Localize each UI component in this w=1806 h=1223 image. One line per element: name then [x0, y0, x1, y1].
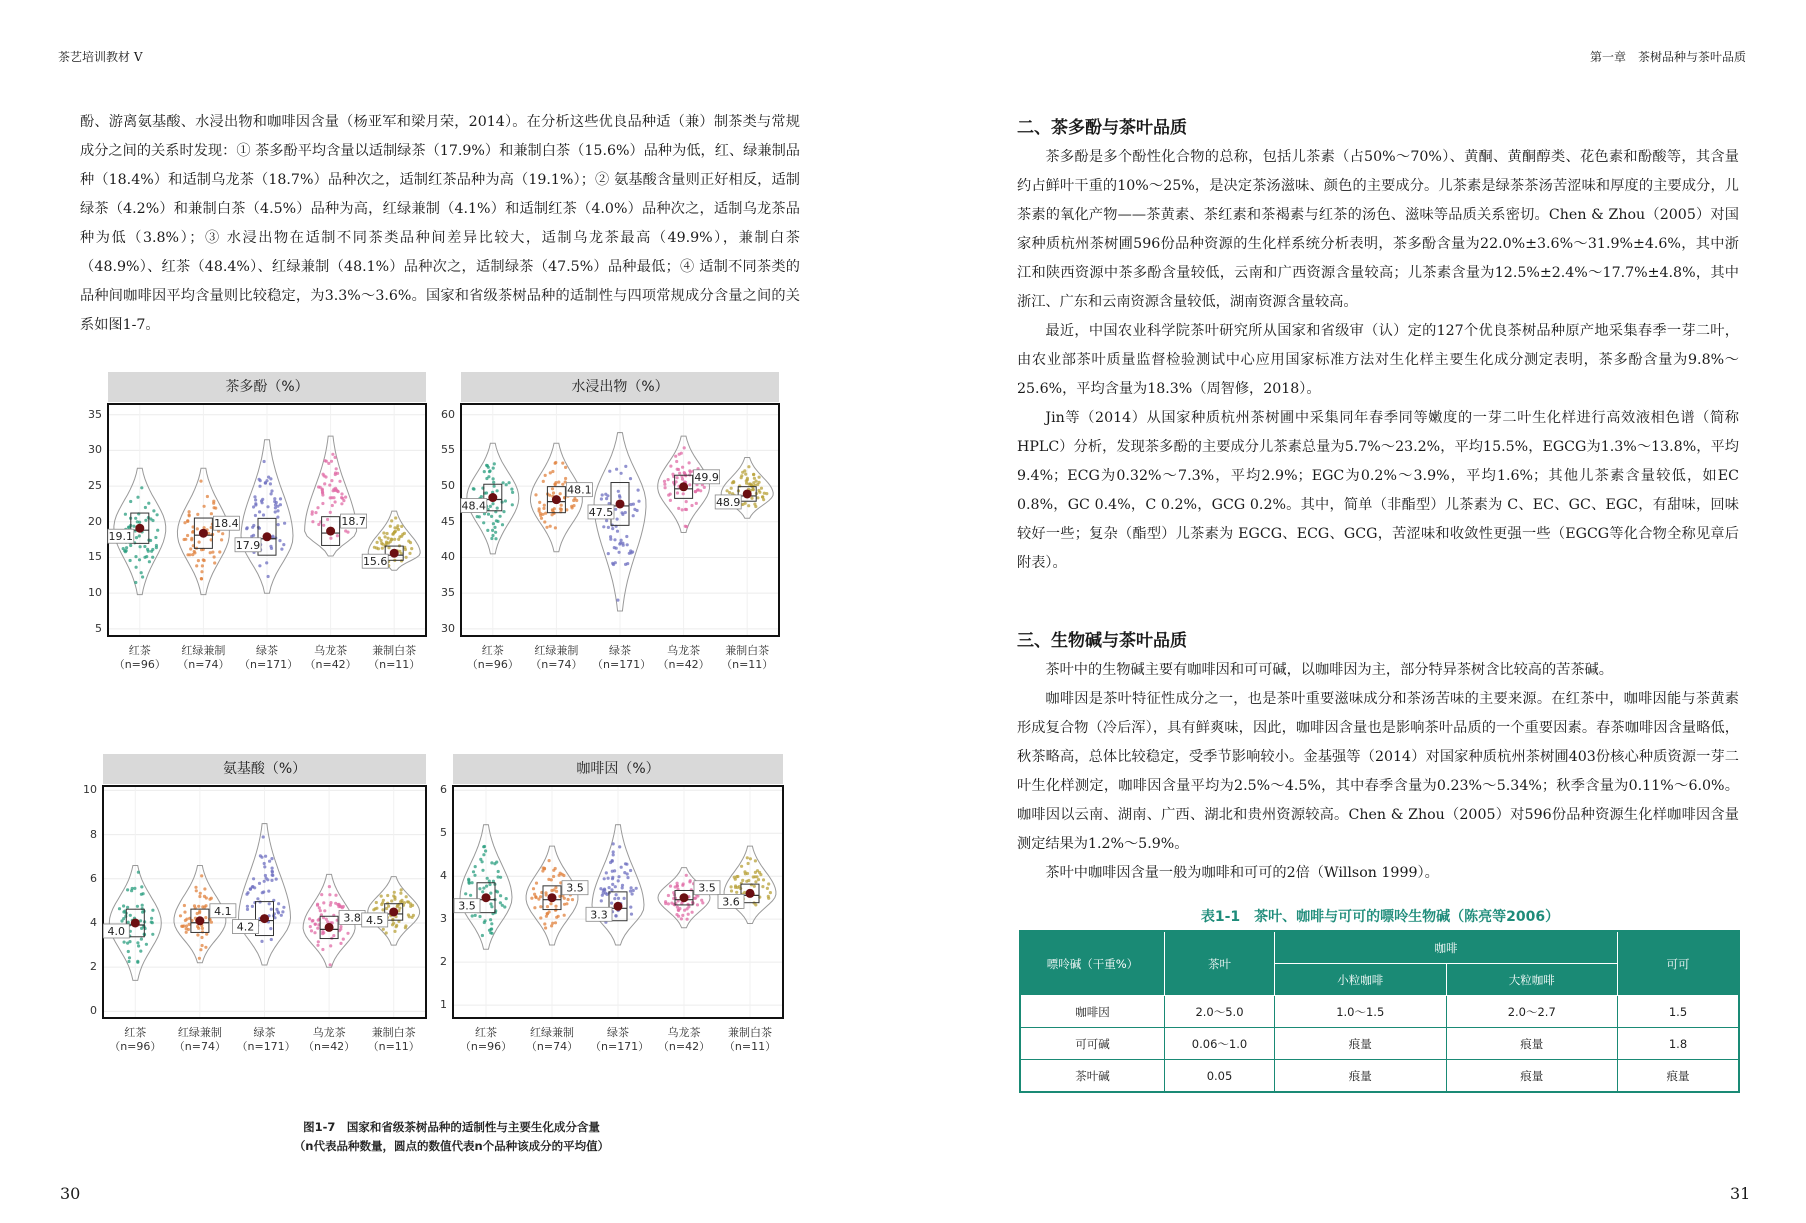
- category-name: 红绿兼制: [530, 1026, 574, 1039]
- mean-label: 19.1: [108, 530, 134, 544]
- header-purine: 嘌呤碱（干重%）: [1020, 931, 1165, 996]
- mean-label: 3.6: [722, 895, 740, 909]
- header-small-coffee: 小粒咖啡: [1275, 964, 1447, 996]
- y-tick-label: 15: [88, 550, 102, 564]
- y-tick-label: 30: [441, 621, 455, 635]
- purine-alkaloid-table: [1019, 930, 1740, 1093]
- category-name: 兼制白茶: [372, 644, 417, 657]
- figure-caption-line-2: （n代表品种数量，圆点的数值代表n个品种该成分的平均值）: [293, 1139, 610, 1153]
- table-cell: 可可碱: [1020, 1028, 1165, 1060]
- y-tick-label: 35: [441, 586, 455, 600]
- table-cell: 痕量: [1275, 1028, 1447, 1060]
- y-tick-label: 10: [88, 586, 102, 600]
- mean-label: 49.9: [694, 470, 719, 484]
- y-tick-label: 30: [88, 443, 102, 457]
- y-tick-label: 5: [95, 621, 102, 635]
- category-name: 乌龙茶: [312, 1026, 346, 1039]
- y-tick-label: 40: [441, 550, 455, 564]
- mean-label: 47.5: [588, 505, 614, 519]
- table-cell: 1.8: [1618, 1028, 1740, 1060]
- mean-label: 4.0: [107, 924, 126, 938]
- table-cell: 痕量: [1618, 1060, 1740, 1093]
- mean-label: 15.6: [362, 555, 388, 569]
- table-cell: 2.0～5.0: [1165, 996, 1275, 1028]
- category-count: （n=171）: [236, 1040, 296, 1053]
- category-name: 兼制白茶: [728, 1026, 772, 1039]
- y-tick-label: 55: [441, 443, 455, 457]
- y-tick-label: 5: [440, 826, 447, 840]
- mean-label: 4.1: [214, 904, 232, 918]
- y-tick-label: 20: [88, 514, 102, 528]
- mean-label: 3.8: [343, 911, 361, 925]
- y-tick-label: 4: [440, 869, 447, 883]
- category-count: （n=11）: [367, 1040, 420, 1053]
- page-number-right: 31: [1730, 1184, 1751, 1203]
- y-tick-label: 4: [90, 915, 97, 929]
- table-cell: 茶叶碱: [1020, 1060, 1165, 1093]
- table-cell: 痕量: [1446, 1060, 1618, 1093]
- section3-body: [1017, 656, 1739, 888]
- table-cell: 痕量: [1275, 1060, 1447, 1093]
- category-name: 红茶: [481, 644, 504, 657]
- header-large-coffee: 大粒咖啡: [1446, 964, 1618, 996]
- running-header-left: 茶艺培训教材 Ⅴ: [58, 50, 143, 64]
- category-count: （n=74）: [525, 1040, 579, 1053]
- y-tick-label: 2: [440, 955, 447, 969]
- category-name: 乌龙茶: [667, 644, 701, 657]
- category-name: 红绿兼制: [177, 1026, 222, 1039]
- mean-label: 4.5: [365, 913, 384, 927]
- running-header-right: 第一章 茶树品种与茶叶品质: [1590, 50, 1747, 64]
- mean-label: 3.3: [590, 908, 608, 922]
- table-row: [1020, 1060, 1739, 1093]
- section3-paragraph-2: 咖啡因是茶叶特征性成分之一，也是茶叶重要滋味成分和茶汤苦味的主要来源。在红茶中，咖啡因能与茶黄素形成复合物（冷后浑），具有鲜爽味，因此，咖啡因含量也是影响茶叶品质的一个重要因素。春茶咖啡因含量略低，秋茶略高，总体比较稳定，受季节影响较小。金基强等（2014）对国家种质杭州茶树圃403份核心种质资源一芽二叶生化样测定，咖啡因含量平均为2.5%～4.5%，其中春季含量为0.23%～5.34%；秋季含量为0.11%～6.0%。咖啡因以云南、湖南、广西、湖北和贵州资源较高。Chen & Zhou（2005）对596份品种资源生化样咖啡因含量测定结果为1.2%～5.9%。: [1017, 691, 1739, 852]
- y-tick-label: 0: [90, 1004, 97, 1018]
- y-tick-label: 3: [440, 912, 447, 926]
- mean-label: 3.5: [698, 881, 716, 895]
- page-number-left: 30: [60, 1184, 81, 1203]
- category-count: （n=171）: [592, 658, 652, 671]
- category-name: 红茶: [124, 1026, 147, 1039]
- category-count: （n=96）: [466, 658, 519, 671]
- category-count: （n=74）: [530, 658, 583, 671]
- mean-label: 3.5: [566, 881, 584, 895]
- y-tick-label: 10: [83, 783, 97, 797]
- table-cell: 痕量: [1446, 1028, 1618, 1060]
- table-cell: 2.0～2.7: [1446, 996, 1618, 1028]
- section3-paragraph-1: 茶叶中的生物碱主要有咖啡因和可可碱，以咖啡因为主，部分特异茶树含比较高的苦茶碱。: [1045, 662, 1613, 678]
- category-name: 乌龙茶: [314, 644, 348, 657]
- y-tick-label: 50: [441, 479, 455, 493]
- category-name: 红茶: [475, 1026, 497, 1039]
- chart-title: 氨基酸（%）: [103, 754, 426, 784]
- table-cell: 0.05: [1165, 1060, 1275, 1093]
- table-cell: 1.5: [1618, 996, 1740, 1028]
- category-name: 兼制白茶: [725, 644, 770, 657]
- table-cell: 1.0～1.5: [1275, 996, 1447, 1028]
- chart-title: 咖啡因（%）: [453, 754, 783, 784]
- category-count: （n=171）: [590, 1040, 650, 1053]
- table-cell: 咖啡因: [1020, 996, 1165, 1028]
- section2-body: [1017, 143, 1739, 578]
- category-count: （n=11）: [368, 658, 421, 671]
- mean-label: 18.7: [341, 515, 366, 529]
- y-tick-label: 35: [88, 407, 102, 421]
- section3-paragraph-3: 茶叶中咖啡因含量一般为咖啡和可可的2倍（Willson 1999）。: [1045, 865, 1439, 881]
- category-count: （n=11）: [723, 1040, 777, 1053]
- section2-paragraph-2: 最近，中国农业科学院茶叶研究所从国家和省级审（认）定的127个优良茶树品种原产地采集春季一芽二叶，由农业部茶叶质量监督检验测试中心应用国家标准方法对生化样主要生化成分测定表明，茶多酚含量为9.8%～25.6%，平均含量为18.3%（周智修，2018）。: [1017, 323, 1739, 397]
- section-heading-alkaloids: 三、生物碱与茶叶品质: [1017, 631, 1187, 651]
- mean-label: 48.4: [461, 499, 487, 513]
- chart-title: 水浸出物（%）: [461, 372, 779, 402]
- intro-paragraph-text: 酚、游离氨基酸、水浸出物和咖啡因含量（杨亚军和梁月荣，2014）。在分析这些优良品种适（兼）制茶类与常规成分之间的关系时发现：① 茶多酚平均含量以适制绿茶（17.9%）和兼制白茶（15.6%）品种为低，红、绿兼制品种（18.4%）和适制乌龙茶（18.7%）品种次之，适制红茶品种为高（19.1%）；② 氨基酸含量则正好相反，适制绿茶（4.2%）和兼制白茶（4.5%）品种为高，红绿兼制（4.1%）和适制红茶（4.0%）品种次之，适制乌龙茶品种为低（3.8%）；③ 水浸出物在适制不同茶类品种间差异比较大，适制乌龙茶最高（49.9%），兼制白茶（48.9%）、红茶（48.4%）、红绿兼制（48.1%）品种次之，适制绿茶（47.5%）品种最低；④ 适制不同茶类的品种间咖啡因平均含量则比较稳定，为3.3%～3.6%。国家和省级茶树品种的适制性与四项常规成分含量之间的关系如图1-7。: [80, 114, 800, 333]
- table-row: [1020, 996, 1739, 1028]
- chart-title: 茶多酚（%）: [108, 372, 426, 402]
- category-name: 绿茶: [609, 644, 631, 657]
- category-name: 乌龙茶: [667, 1026, 701, 1039]
- y-tick-label: 60: [441, 407, 455, 421]
- y-tick-label: 6: [440, 783, 447, 797]
- category-name: 绿茶: [607, 1026, 629, 1039]
- table-cell: 0.06～1.0: [1165, 1028, 1275, 1060]
- y-tick-label: 45: [441, 514, 455, 528]
- mean-label: 4.2: [236, 920, 255, 934]
- category-count: （n=42）: [657, 1040, 711, 1053]
- header-cocoa: 可可: [1618, 931, 1740, 996]
- category-name: 红茶: [128, 644, 151, 657]
- category-count: （n=42）: [657, 658, 710, 671]
- section2-paragraph-3: Jin等（2014）从国家种质杭州茶树圃中采集同年春季同等嫩度的一芽二叶生化样进行高效液相色谱（简称HPLC）分析，发现茶多酚的主要成分儿茶素总量为5.7%～23.2%，平均15.5%，EGCG为1.3%～13.8%，平均9.4%；ECG为0.32%～7.3%，平均2.9%；EGC为0.2%～3.9%，平均1.6%；其他儿茶素含量较低，如EC 0.8%，GC 0.4%，C 0.2%，GCG 0.2%。其中，简单（非酯型）儿茶素为 C、EC、GC、EGC，有甜味，回味较好一些；复杂（酯型）儿茶素为 EGCG、ECG、GCG，苦涩味和收敛性更强一些（EGCG等化合物全称见章后附表）。: [1017, 410, 1739, 571]
- category-count: （n=42）: [303, 1040, 356, 1053]
- category-name: 绿茶: [253, 1026, 276, 1039]
- category-name: 兼制白茶: [371, 1026, 416, 1039]
- section2-paragraph-1: 茶多酚是多个酚性化合物的总称，包括儿茶素（占50%～70%）、黄酮、黄酮醇类、花色素和酚酸等，其含量约占鲜叶干重的10%～25%，是决定茶汤滋味、颜色的主要成分。儿茶素是绿茶茶汤苦涩味和厚度的主要成分，儿茶素的氧化产物——茶黄素、茶红素和茶褐素与红茶的汤色、滋味等品质关系密切。Chen & Zhou（2005）对国家种质杭州茶树圃596份品种资源的生化样系统分析表明，茶多酚含量为22.0%±3.6%～31.9%±4.6%，其中浙江和陕西资源中茶多酚含量较低，云南和广西资源含量较高；儿茶素含量为12.5%±2.4%～17.7%±4.8%，其中浙江、广东和云南资源含量较低，湖南资源含量较高。: [1017, 149, 1739, 310]
- category-name: 绿茶: [256, 644, 278, 657]
- figure-caption-line-1: 图1-7 国家和省级茶树品种的适制性与主要生化成分含量: [303, 1120, 600, 1134]
- category-count: （n=96）: [109, 1040, 162, 1053]
- y-tick-label: 6: [90, 871, 97, 885]
- mean-label: 17.9: [235, 538, 261, 552]
- mean-label: 18.4: [214, 517, 239, 531]
- category-name: 红绿兼制: [534, 644, 579, 657]
- y-tick-label: 8: [90, 827, 97, 841]
- mean-label: 48.1: [567, 483, 592, 497]
- y-tick-label: 2: [90, 960, 97, 974]
- category-count: （n=96）: [459, 1040, 513, 1053]
- table-row: [1020, 1028, 1739, 1060]
- category-count: （n=96）: [113, 658, 166, 671]
- y-tick-label: 25: [88, 479, 102, 493]
- header-coffee: 咖啡: [1275, 931, 1618, 964]
- category-count: （n=171）: [239, 658, 299, 671]
- table-title: 表1-1 茶叶、咖啡与可可的嘌呤生物碱（陈亮等2006）: [1200, 909, 1560, 925]
- category-name: 红绿兼制: [181, 644, 226, 657]
- category-count: （n=11）: [721, 658, 774, 671]
- category-count: （n=74）: [177, 658, 230, 671]
- header-tea: 茶叶: [1165, 931, 1275, 996]
- category-count: （n=74）: [173, 1040, 226, 1053]
- mean-label: 48.9: [715, 495, 741, 509]
- y-tick-label: 1: [440, 998, 447, 1012]
- category-count: （n=42）: [304, 658, 357, 671]
- section-heading-polyphenols: 二、茶多酚与茶叶品质: [1017, 118, 1187, 138]
- mean-label: 3.5: [458, 899, 476, 913]
